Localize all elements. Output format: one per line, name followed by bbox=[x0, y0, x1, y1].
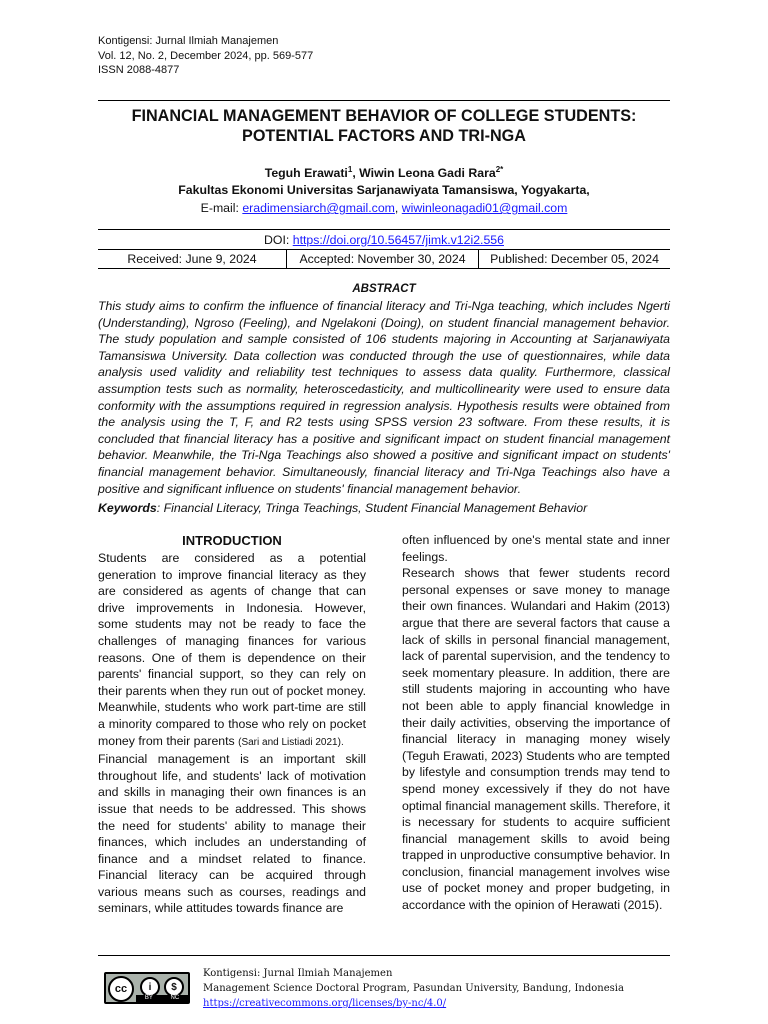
keywords-list: : Financial Literacy, Tringa Teachings, Student Financial Management Behavior bbox=[156, 501, 588, 515]
journal-name: Kontigensi: Jurnal Ilmiah Manajemen bbox=[98, 35, 279, 47]
received-date: Received: June 9, 2024 bbox=[127, 252, 257, 266]
cc-label-bar bbox=[136, 995, 188, 1002]
keywords-label: Keywords bbox=[98, 501, 157, 515]
right-column bbox=[402, 532, 670, 914]
author-1: Teguh Erawati bbox=[264, 166, 348, 180]
cc-noncommercial-icon: $ bbox=[164, 977, 184, 997]
header-divider bbox=[98, 100, 670, 101]
journal-header bbox=[98, 34, 313, 78]
page-footer bbox=[203, 966, 624, 1011]
license-link[interactable]: https://creativecommons.org/licenses/by-nc/4.0/ bbox=[203, 998, 447, 1009]
doi-line bbox=[98, 232, 670, 249]
footer-publisher: Management Science Doctoral Program, Pasundan University, Bandung, Indonesia bbox=[203, 983, 624, 994]
cc-by-label: BY bbox=[144, 995, 153, 1001]
doi-label: DOI: bbox=[264, 233, 293, 247]
intro-paragraph-3: often influenced by one's mental state and inner feelings. bbox=[402, 533, 670, 564]
affiliation: Fakultas Ekonomi Universitas Sarjanawiyata Tamansiswa, Yogyakarta, bbox=[178, 183, 590, 197]
cc-by-person-icon: i bbox=[140, 977, 160, 997]
email-link-2[interactable]: wiwinleonagadi01@gmail.com bbox=[401, 201, 568, 215]
footer-journal: Kontigensi: Jurnal Ilmiah Manajemen bbox=[203, 968, 393, 979]
left-column bbox=[98, 532, 366, 917]
accepted-date: Accepted: November 30, 2024 bbox=[286, 250, 479, 268]
email-link-1[interactable]: eradimensiarch@gmail.com bbox=[242, 201, 395, 215]
email-line bbox=[98, 200, 670, 217]
abstract-text: This study aims to confirm the influence of financial literacy and Tri-Nga teaching, which includes Ngerti (Understanding), Ngroso (Feeling), and Ngelakoni (Doing), on student financial management behavior. The study population and sample consisted of 106 students majoring in Accounting at Sarjanawiyata Tamansiswa University. Data collection was conducted through the use of questionnaires, while data analysis used validity and reliability test techniques to assess data quality. Furthermore, classical assumption tests such as normality, heteroscedasticity, and multicollinearity were used to ensure data conformity with the assumptions required in regression analysis. Hypothesis results were obtained from the analysis using the T, F, and R2 tests using SPSS version 23 software. From these results, it is concluded that financial literacy has a positive and significant impact on student financial management behavior. Meanwhile, the Tri-Nga Teachings also showed a positive and significant impact on students' financial management behavior. Simultaneously, financial literacy and Tri-Nga Teachings also have a positive and significant influence on students' financial management behavior. bbox=[98, 299, 670, 496]
published-date: Published: December 05, 2024 bbox=[490, 252, 659, 266]
article-dates bbox=[98, 249, 670, 269]
intro-paragraph-1-text: Students are considered as a potential generation to improve financial literacy as they are considered as agents of change that can drive improvements in Indonesia. However, some students may not be ready to face the challenges of managing finances for various reasons. One of them is dependence on their parents' financial support, so they can rely on their parents when they run out of pocket money. Meanwhile, students who work part-time are still a minority compared to those who rely on pocket money from their parents bbox=[98, 551, 366, 748]
intro-paragraph-4: Research shows that fewer students record personal expenses or save money to manage their own finances. Wulandari and Hakim (2013) argue that there are several factors that cause a lack of skills in personal financial management, lack of parental supervision, and the tendency to seek momentary pleasure. In addition, there are still students majoring in accounting who have not been able to apply financial knowledge in their daily activities, observing the importance of financial literacy in managing money wisely (Teguh Erawati, 2023) Students who are tempted by lifestyle and consumption trends may tend to spend money excessively if they do not have optimal financial management skills. Therefore, it is necessary for students to acquire sufficient financial management skills to avoid being trapped in unproductive consumptive behavior. In conclusion, financial management involves wise use of pocket money and proper budgeting, in accordance with the opinion of Herawati (2015). bbox=[402, 566, 670, 913]
introduction-heading: INTRODUCTION bbox=[182, 533, 282, 548]
doi-top-rule bbox=[98, 229, 670, 230]
title-line-2: POTENTIAL FACTORS AND TRI-NGA bbox=[242, 127, 526, 145]
author-separator: , bbox=[352, 166, 360, 180]
cc-nc-label: NC bbox=[170, 995, 180, 1001]
email-label: E-mail: bbox=[200, 201, 243, 215]
cc-icon: cc bbox=[108, 976, 134, 1002]
paper-title bbox=[98, 106, 670, 146]
author-list bbox=[98, 165, 670, 182]
author-1-affil: 1 bbox=[347, 164, 353, 174]
title-line-1: FINANCIAL MANAGEMENT BEHAVIOR OF COLLEGE STUDENTS: bbox=[131, 107, 637, 125]
doi-link[interactable]: https://doi.org/10.56457/jimk.v12i2.556 bbox=[292, 233, 504, 247]
intro-paragraph-2: Financial management is an important skill throughout life, and students' lack of motivation and skills in managing their own finances is an issue that needs to be addressed. This shows the need for students' ability to manage their finances, which includes an understanding of finance and a mindset related to finance. Financial literacy can be acquired through various means such as courses, readings and seminars, while attitudes towards finance are bbox=[98, 752, 366, 916]
journal-volume: Vol. 12, No. 2, December 2024, pp. 569-577 bbox=[98, 49, 314, 62]
cc-license-badge[interactable] bbox=[104, 972, 190, 1004]
abstract-heading: ABSTRACT bbox=[352, 283, 416, 295]
keywords bbox=[98, 500, 670, 517]
author-2: Wiwin Leona Gadi Rara bbox=[359, 166, 496, 180]
author-2-affil: 2* bbox=[495, 164, 504, 174]
journal-issn: ISSN 2088-4877 bbox=[98, 64, 180, 76]
intro-citation: (Sari and Listiadi 2021). bbox=[238, 736, 344, 748]
email-separator: , bbox=[394, 201, 402, 215]
footer-divider bbox=[98, 955, 670, 956]
intro-paragraph-1 bbox=[98, 550, 366, 751]
